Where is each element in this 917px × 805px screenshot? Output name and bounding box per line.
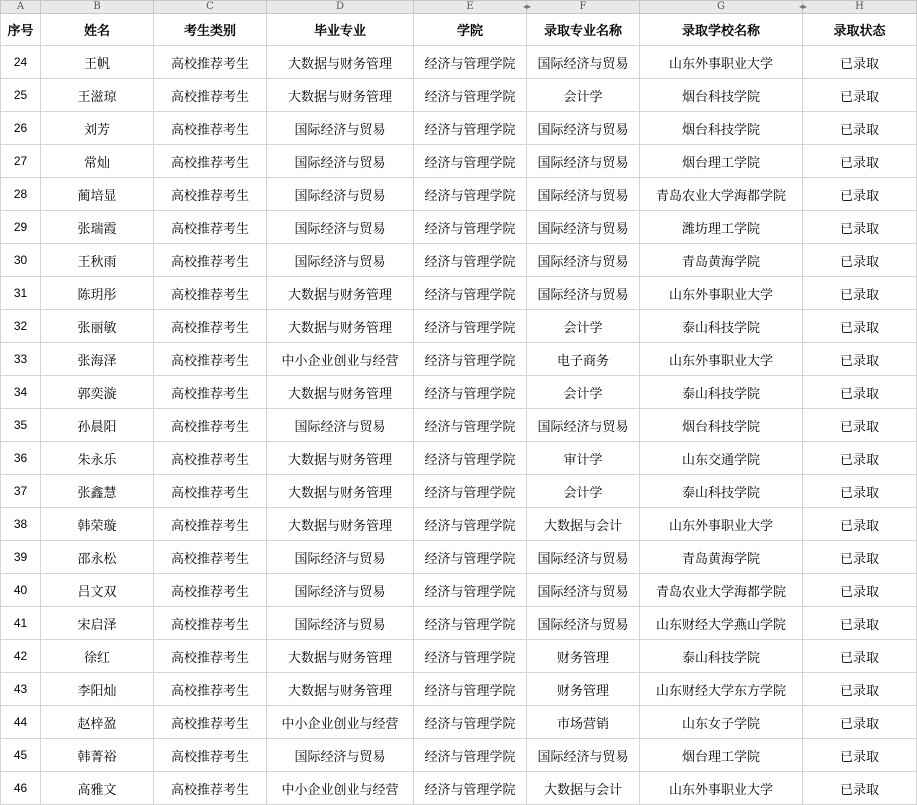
table-row (1, 607, 917, 640)
table-cell[interactable]: 经济与管理学院 (414, 277, 527, 310)
table-cell[interactable]: 已录取 (803, 706, 917, 739)
table-cell[interactable]: 35 (1, 409, 41, 442)
table-cell[interactable]: 国际经济与贸易 (527, 46, 640, 79)
table-cell[interactable]: 国际经济与贸易 (267, 145, 414, 178)
table-cell[interactable]: 高校推荐考生 (154, 211, 267, 244)
table-cell[interactable]: 大数据与财务管理 (267, 673, 414, 706)
table-cell[interactable]: 邵永松 (41, 541, 154, 574)
table-cell[interactable]: 陈玥彤 (41, 277, 154, 310)
table-cell[interactable]: 青岛黄海学院 (640, 541, 803, 574)
table-cell[interactable]: 经济与管理学院 (414, 475, 527, 508)
table-cell[interactable]: 经济与管理学院 (414, 112, 527, 145)
column-letter-label: H (855, 1, 864, 12)
table-cell[interactable]: 高校推荐考生 (154, 508, 267, 541)
table-cell[interactable]: 山东交通学院 (640, 442, 803, 475)
table-cell[interactable]: 已录取 (803, 673, 917, 706)
table-cell[interactable]: 高校推荐考生 (154, 310, 267, 343)
table-cell[interactable]: 国际经济与贸易 (527, 409, 640, 442)
table-row (1, 739, 917, 772)
table-cell[interactable]: 烟台理工学院 (640, 739, 803, 772)
table-cell[interactable]: 韩荣璇 (41, 508, 154, 541)
header-cell-2[interactable]: 考生类别 (154, 14, 267, 46)
header-cell-0[interactable]: 序号 (1, 14, 41, 46)
table-cell[interactable]: 已录取 (803, 277, 917, 310)
table-cell[interactable]: 高校推荐考生 (154, 772, 267, 805)
table-cell[interactable]: 高校推荐考生 (154, 607, 267, 640)
header-cell-6[interactable]: 录取学校名称 (640, 14, 803, 46)
table-cell[interactable]: 会计学 (527, 475, 640, 508)
column-letter-e[interactable] (414, 1, 532, 14)
table-cell[interactable]: 大数据与财务管理 (267, 640, 414, 673)
table-cell[interactable]: 常灿 (41, 145, 154, 178)
table-cell[interactable]: 39 (1, 541, 41, 574)
column-letter-label: B (93, 1, 101, 12)
column-letter-a[interactable] (1, 1, 41, 14)
table-cell[interactable]: 高校推荐考生 (154, 706, 267, 739)
table-cell[interactable]: 朱永乐 (41, 442, 154, 475)
table-cell[interactable]: 中小企业创业与经营 (267, 343, 414, 376)
table-cell[interactable]: 已录取 (803, 79, 917, 112)
table-cell[interactable]: 29 (1, 211, 41, 244)
table-cell[interactable]: 审计学 (527, 442, 640, 475)
table-cell[interactable]: 烟台科技学院 (640, 79, 803, 112)
table-row (1, 310, 917, 343)
table-cell[interactable]: 已录取 (803, 772, 917, 805)
column-letter-label: A (16, 1, 25, 12)
table-cell[interactable]: 经济与管理学院 (414, 244, 527, 277)
table-row (1, 211, 917, 244)
table-cell[interactable]: 张丽敏 (41, 310, 154, 343)
table-cell[interactable]: 26 (1, 112, 41, 145)
table-cell[interactable]: 国际经济与贸易 (267, 574, 414, 607)
table-cell[interactable]: 泰山科技学院 (640, 376, 803, 409)
column-letter-d[interactable] (267, 1, 414, 14)
table-cell[interactable]: 大数据与财务管理 (267, 310, 414, 343)
table-cell[interactable]: 国际经济与贸易 (267, 409, 414, 442)
table-cell[interactable]: 高校推荐考生 (154, 640, 267, 673)
table-cell[interactable]: 高校推荐考生 (154, 178, 267, 211)
table-cell[interactable]: 国际经济与贸易 (267, 112, 414, 145)
table-cell[interactable]: 国际经济与贸易 (527, 574, 640, 607)
table-cell[interactable]: 山东财经大学东方学院 (640, 673, 803, 706)
table-cell[interactable]: 山东女子学院 (640, 706, 803, 739)
table-row (1, 574, 917, 607)
table-cell[interactable]: 44 (1, 706, 41, 739)
table-cell[interactable]: 高校推荐考生 (154, 46, 267, 79)
table-cell[interactable]: 高校推荐考生 (154, 376, 267, 409)
column-letter-label: D (335, 1, 345, 12)
table-cell[interactable]: 中小企业创业与经营 (267, 706, 414, 739)
table-cell[interactable]: 国际经济与贸易 (527, 607, 640, 640)
table-cell[interactable]: 经济与管理学院 (414, 640, 527, 673)
header-cell-3[interactable]: 毕业专业 (267, 14, 414, 46)
table-cell[interactable]: 国际经济与贸易 (527, 739, 640, 772)
column-letter-h[interactable] (803, 1, 917, 14)
table-cell[interactable]: 潍坊理工学院 (640, 211, 803, 244)
table-cell[interactable]: 经济与管理学院 (414, 706, 527, 739)
table-cell[interactable]: 已录取 (803, 442, 917, 475)
table-cell[interactable]: 王秋雨 (41, 244, 154, 277)
table-cell[interactable]: 国际经济与贸易 (267, 739, 414, 772)
table-cell[interactable]: 吕文双 (41, 574, 154, 607)
table-cell[interactable]: 会计学 (527, 79, 640, 112)
column-letter-f[interactable] (527, 1, 640, 14)
table-cell[interactable]: 经济与管理学院 (414, 79, 527, 112)
table-cell[interactable]: 财务管理 (527, 640, 640, 673)
table-cell[interactable]: 孙晨阳 (41, 409, 154, 442)
table-cell[interactable]: 蔺培显 (41, 178, 154, 211)
table-cell[interactable]: 大数据与财务管理 (267, 475, 414, 508)
table-cell[interactable]: 30 (1, 244, 41, 277)
table-cell[interactable]: 国际经济与贸易 (267, 178, 414, 211)
table-cell[interactable]: 已录取 (803, 178, 917, 211)
table-row (1, 46, 917, 79)
column-letter-label: C (206, 1, 214, 12)
column-letter-header-row (1, 1, 917, 14)
table-cell[interactable]: 山东外事职业大学 (640, 277, 803, 310)
column-letter-g[interactable] (640, 1, 808, 14)
table-cell[interactable]: 国际经济与贸易 (267, 607, 414, 640)
table-cell[interactable]: 烟台科技学院 (640, 409, 803, 442)
table-cell[interactable]: 32 (1, 310, 41, 343)
table-cell[interactable]: 已录取 (803, 112, 917, 145)
table-row (1, 178, 917, 211)
table-cell[interactable]: 张鑫慧 (41, 475, 154, 508)
table-cell[interactable]: 已录取 (803, 541, 917, 574)
table-cell[interactable]: 高雅文 (41, 772, 154, 805)
table-cell[interactable]: 高校推荐考生 (154, 244, 267, 277)
table-cell[interactable]: 泰山科技学院 (640, 475, 803, 508)
table-row (1, 475, 917, 508)
table-cell[interactable]: 已录取 (803, 310, 917, 343)
table-cell[interactable]: 43 (1, 673, 41, 706)
table-cell[interactable]: 46 (1, 772, 41, 805)
table-cell[interactable]: 青岛农业大学海都学院 (640, 574, 803, 607)
table-cell[interactable]: 大数据与财务管理 (267, 376, 414, 409)
table-cell[interactable]: 国际经济与贸易 (527, 178, 640, 211)
table-cell[interactable]: 刘芳 (41, 112, 154, 145)
table-row (1, 409, 917, 442)
table-cell[interactable]: 大数据与会计 (527, 508, 640, 541)
header-cell-7[interactable]: 录取状态 (803, 14, 917, 46)
table-cell[interactable]: 大数据与财务管理 (267, 442, 414, 475)
table-cell[interactable]: 电子商务 (527, 343, 640, 376)
table-cell[interactable]: 高校推荐考生 (154, 673, 267, 706)
table-cell[interactable]: 泰山科技学院 (640, 640, 803, 673)
table-cell[interactable]: 已录取 (803, 145, 917, 178)
column-resize-handle-icon[interactable]: ◂▸ (799, 2, 808, 11)
table-cell[interactable]: 经济与管理学院 (414, 46, 527, 79)
table-cell[interactable]: 经济与管理学院 (414, 145, 527, 178)
table-row (1, 541, 917, 574)
table-cell[interactable]: 已录取 (803, 244, 917, 277)
table-cell[interactable]: 36 (1, 442, 41, 475)
table-cell[interactable]: 高校推荐考生 (154, 442, 267, 475)
table-cell[interactable]: 已录取 (803, 475, 917, 508)
table-cell[interactable]: 经济与管理学院 (414, 376, 527, 409)
table-cell[interactable]: 已录取 (803, 607, 917, 640)
table-cell[interactable]: 经济与管理学院 (414, 508, 527, 541)
table-row (1, 244, 917, 277)
table-cell[interactable]: 张瑞霞 (41, 211, 154, 244)
table-cell[interactable]: 高校推荐考生 (154, 409, 267, 442)
table-cell[interactable]: 高校推荐考生 (154, 343, 267, 376)
table-row (1, 376, 917, 409)
table-cell[interactable]: 经济与管理学院 (414, 409, 527, 442)
header-cell-4[interactable]: 学院 (414, 14, 527, 46)
table-cell[interactable]: 烟台科技学院 (640, 112, 803, 145)
table-body (1, 46, 917, 805)
table-cell[interactable]: 已录取 (803, 46, 917, 79)
table-cell[interactable]: 财务管理 (527, 673, 640, 706)
table-cell[interactable]: 国际经济与贸易 (527, 211, 640, 244)
column-letter-label: E (466, 1, 474, 12)
table-cell[interactable]: 已录取 (803, 409, 917, 442)
table-cell[interactable]: 高校推荐考生 (154, 145, 267, 178)
table-cell[interactable]: 青岛农业大学海都学院 (640, 178, 803, 211)
table-cell[interactable]: 高校推荐考生 (154, 541, 267, 574)
table-cell[interactable]: 大数据与会计 (527, 772, 640, 805)
table-cell[interactable]: 已录取 (803, 343, 917, 376)
table-cell[interactable]: 山东外事职业大学 (640, 772, 803, 805)
table-cell[interactable]: 会计学 (527, 376, 640, 409)
table-cell[interactable]: 31 (1, 277, 41, 310)
table-cell[interactable]: 国际经济与贸易 (527, 277, 640, 310)
table-cell[interactable]: 国际经济与贸易 (527, 244, 640, 277)
table-cell[interactable]: 国际经济与贸易 (267, 541, 414, 574)
table-cell[interactable]: 国际经济与贸易 (527, 541, 640, 574)
table-cell[interactable]: 24 (1, 46, 41, 79)
table-cell[interactable]: 高校推荐考生 (154, 574, 267, 607)
table-row (1, 706, 917, 739)
table-cell[interactable]: 经济与管理学院 (414, 211, 527, 244)
table-cell[interactable]: 中小企业创业与经营 (267, 772, 414, 805)
table-cell[interactable]: 市场营销 (527, 706, 640, 739)
table-cell[interactable]: 33 (1, 343, 41, 376)
table-cell[interactable]: 45 (1, 739, 41, 772)
header-cell-5[interactable]: 录取专业名称 (527, 14, 640, 46)
table-cell[interactable]: 40 (1, 574, 41, 607)
table-cell[interactable]: 高校推荐考生 (154, 475, 267, 508)
table-cell[interactable]: 37 (1, 475, 41, 508)
table-cell[interactable]: 山东外事职业大学 (640, 343, 803, 376)
header-cell-1[interactable]: 姓名 (41, 14, 154, 46)
table-cell[interactable]: 山东外事职业大学 (640, 46, 803, 79)
table-cell[interactable]: 已录取 (803, 508, 917, 541)
table-cell[interactable]: 国际经济与贸易 (267, 244, 414, 277)
table-cell[interactable]: 已录取 (803, 574, 917, 607)
table-cell[interactable]: 已录取 (803, 640, 917, 673)
table-cell[interactable]: 郭奕漩 (41, 376, 154, 409)
column-letter-b[interactable] (41, 1, 154, 14)
table-cell[interactable]: 经济与管理学院 (414, 178, 527, 211)
table-cell[interactable]: 38 (1, 508, 41, 541)
table-cell[interactable]: 国际经济与贸易 (267, 211, 414, 244)
table-cell[interactable]: 经济与管理学院 (414, 607, 527, 640)
table-cell[interactable]: 42 (1, 640, 41, 673)
table-cell[interactable]: 经济与管理学院 (414, 310, 527, 343)
table-row (1, 508, 917, 541)
table-row (1, 673, 917, 706)
table-cell[interactable]: 国际经济与贸易 (527, 112, 640, 145)
column-resize-handle-icon[interactable]: ◂▸ (523, 2, 532, 11)
table-row (1, 772, 917, 805)
table-cell[interactable]: 高校推荐考生 (154, 112, 267, 145)
table-row (1, 79, 917, 112)
table-cell[interactable]: 经济与管理学院 (414, 343, 527, 376)
table-header-row (1, 14, 917, 46)
table-cell[interactable]: 经济与管理学院 (414, 673, 527, 706)
table-cell[interactable]: 高校推荐考生 (154, 739, 267, 772)
table-cell[interactable]: 泰山科技学院 (640, 310, 803, 343)
table-cell[interactable]: 34 (1, 376, 41, 409)
table-cell[interactable]: 大数据与财务管理 (267, 508, 414, 541)
table-cell[interactable]: 41 (1, 607, 41, 640)
table-row (1, 640, 917, 673)
table-cell[interactable]: 徐红 (41, 640, 154, 673)
table-cell[interactable]: 27 (1, 145, 41, 178)
table-cell[interactable]: 经济与管理学院 (414, 772, 527, 805)
table-cell[interactable]: 赵梓盈 (41, 706, 154, 739)
table-cell[interactable]: 王滋琼 (41, 79, 154, 112)
table-cell[interactable]: 25 (1, 79, 41, 112)
table-cell[interactable]: 高校推荐考生 (154, 79, 267, 112)
table-cell[interactable]: 28 (1, 178, 41, 211)
table-cell[interactable]: 经济与管理学院 (414, 574, 527, 607)
table-cell[interactable]: 张海泽 (41, 343, 154, 376)
table-cell[interactable]: 山东财经大学燕山学院 (640, 607, 803, 640)
table-cell[interactable]: 大数据与财务管理 (267, 79, 414, 112)
table-row (1, 343, 917, 376)
table-cell[interactable]: 韩菁裕 (41, 739, 154, 772)
table-cell[interactable]: 大数据与财务管理 (267, 277, 414, 310)
table-row (1, 442, 917, 475)
table-cell[interactable]: 经济与管理学院 (414, 541, 527, 574)
table-cell[interactable]: 宋启泽 (41, 607, 154, 640)
column-letter-label: F (579, 1, 587, 12)
table-cell[interactable]: 已录取 (803, 376, 917, 409)
table-cell[interactable]: 经济与管理学院 (414, 442, 527, 475)
table-row (1, 277, 917, 310)
table-cell[interactable]: 王帆 (41, 46, 154, 79)
table-cell[interactable]: 烟台理工学院 (640, 145, 803, 178)
table-cell[interactable]: 经济与管理学院 (414, 739, 527, 772)
table-cell[interactable]: 高校推荐考生 (154, 277, 267, 310)
table-cell[interactable]: 山东外事职业大学 (640, 508, 803, 541)
table-cell[interactable]: 青岛黄海学院 (640, 244, 803, 277)
column-letter-label: G (717, 1, 725, 12)
column-letter-c[interactable] (154, 1, 267, 14)
table-cell[interactable]: 已录取 (803, 739, 917, 772)
table-cell[interactable]: 会计学 (527, 310, 640, 343)
table-cell[interactable]: 大数据与财务管理 (267, 46, 414, 79)
table-cell[interactable]: 国际经济与贸易 (527, 145, 640, 178)
table-cell[interactable]: 已录取 (803, 211, 917, 244)
table-row (1, 112, 917, 145)
table-row (1, 145, 917, 178)
table-cell[interactable]: 李阳灿 (41, 673, 154, 706)
